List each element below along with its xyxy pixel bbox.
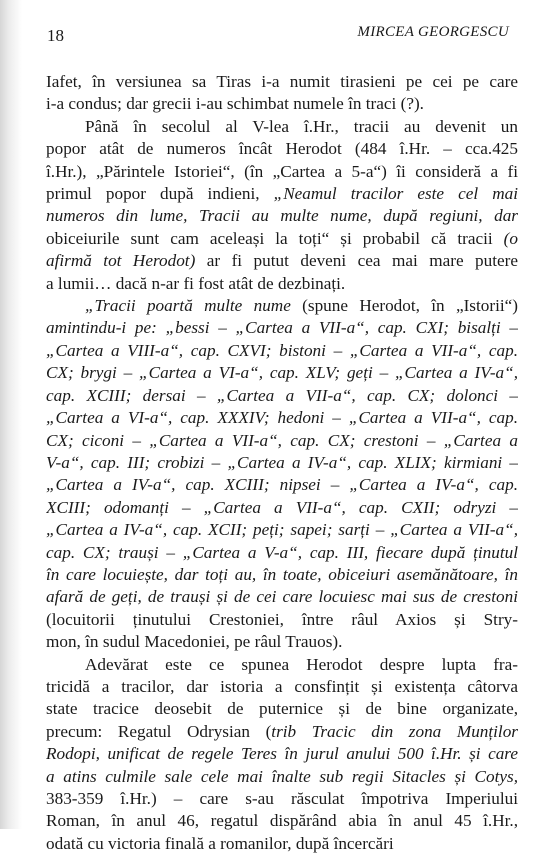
text-line: „Cartea a VI-a“, cap. XXXIV; hedoni – „Cartea a VII-a“, cap. [46, 408, 518, 428]
text-line: Până în secolul al V-lea î.Hr., tracii au devenit un [85, 116, 518, 136]
text-line: afară de geți, de trauși și de cei care locuiesc mai sus de crestoni [46, 587, 518, 607]
text-line: odată cu victoria finală a romanilor, după încercări [46, 833, 394, 853]
text-line: i-a condus; dar grecii i-au schimbat numele în traci (?). [46, 94, 424, 114]
text-line: Roman, în anul 46, regatul dispărând abia în anul 45 î.Hr., [46, 811, 518, 831]
text-line: „Cartea a IV-a“, cap. XCII; peți; sapei; sarți – „Cartea a VII-a“, [46, 520, 518, 540]
body-text [46, 71, 518, 855]
text-line: obiceiurile sunt cam aceleași la toți“ și probabil că tracii (o [46, 228, 518, 248]
text-line: 383-359 î.Hr.) – care s-au răsculat împotriva Imperiului [46, 789, 518, 808]
text-line: cap. XCIII; dersai – „Cartea a VII-a“, cap. CX; dolonci – [46, 385, 518, 405]
text-line: a atins culmile sale cele mai înalte sub regii Sitacles și Cotys, [46, 766, 518, 786]
text-line: (locuitorii ținutului Crestoniei, între râul Axios și Stry- [46, 609, 518, 629]
paragraph [46, 116, 518, 295]
text-line: state tracice deosebit de puternice și de bine organizate, [46, 699, 518, 719]
text-line: „Tracii poartă multe nume (spune Herodot, în „Istorii“) [85, 296, 518, 316]
text-line: cap. CX; trauși – „Cartea a V-a“, cap. III, fiecare după ținutul [46, 542, 518, 562]
paragraph [46, 295, 518, 654]
paragraph [46, 71, 518, 116]
text-line: numeros din lume, Tracii au multe nume, după regiuni, dar [46, 206, 518, 226]
page-gutter-shadow [0, 0, 22, 829]
page-number: 18 [47, 26, 64, 45]
text-line: Adevărat este ce spunea Herodot despre lupta fra- [85, 654, 518, 674]
text-line: CX; ciconi – „Cartea a VII-a“, cap. CX; crestoni – „Cartea a [46, 430, 518, 450]
text-line: î.Hr.), „Părintele Istoriei“, (în „Cartea a 5-a“) îi consideră a fi [46, 161, 518, 181]
text-line: primul popor după indieni, „Neamul tracilor este cel mai [46, 184, 518, 204]
text-line: afirmă tot Herodot) ar fi putut deveni cea mai mare putere [46, 251, 518, 271]
text-line: „Cartea a IV-a“, cap. XCIII; nipsei – „Cartea a IV-a“, cap. [46, 475, 518, 495]
text-line: a lumii… dacă n-ar fi fost atât de dezbinați. [46, 273, 346, 293]
text-line: mon, în sudul Macedoniei, pe râul Trauos). [46, 632, 343, 652]
text-line: popor atât de numeros încât Herodot (484 î.Hr. – cca.425 [46, 139, 518, 159]
text-line: precum: Regatul Odrysian (trib Tracic din zona Munților [46, 721, 518, 741]
text-line: amintindu-i pe: „bessi – „Cartea a VII-a“, cap. CXI; bisalți – [46, 318, 518, 338]
text-line: în care locuiește, dar toți au, în toate, obiceiuri asemănătoare, în [46, 564, 518, 584]
text-line: XCIII; odomanți – „Cartea a VII-a“, cap. CXII; odryzi – [46, 497, 518, 517]
paragraph [46, 654, 518, 855]
text-line: tricidă a tracilor, dar istoria a consfințit și existența câtorva [46, 676, 518, 696]
text-line: Rodopi, unificat de regele Teres în jurul anului 500 î.Hr. și care [46, 744, 518, 764]
text-line: CX; brygi – „Cartea a VI-a“, cap. XLV; geți – „Cartea a IV-a“, [46, 363, 518, 383]
text-line: „Cartea a VIII-a“, cap. CXVI; bistoni – „Cartea a VII-a“, cap. [46, 340, 518, 360]
running-head: MIRCEA GEORGESCU [357, 24, 509, 40]
text-line: V-a“, cap. III; crobizi – „Cartea a IV-a“, cap. XLIX; kirmiani – [46, 452, 518, 472]
text-line: Iafet, în versiunea sa Tiras i-a numit tirasieni pe cei pe care [46, 72, 518, 91]
